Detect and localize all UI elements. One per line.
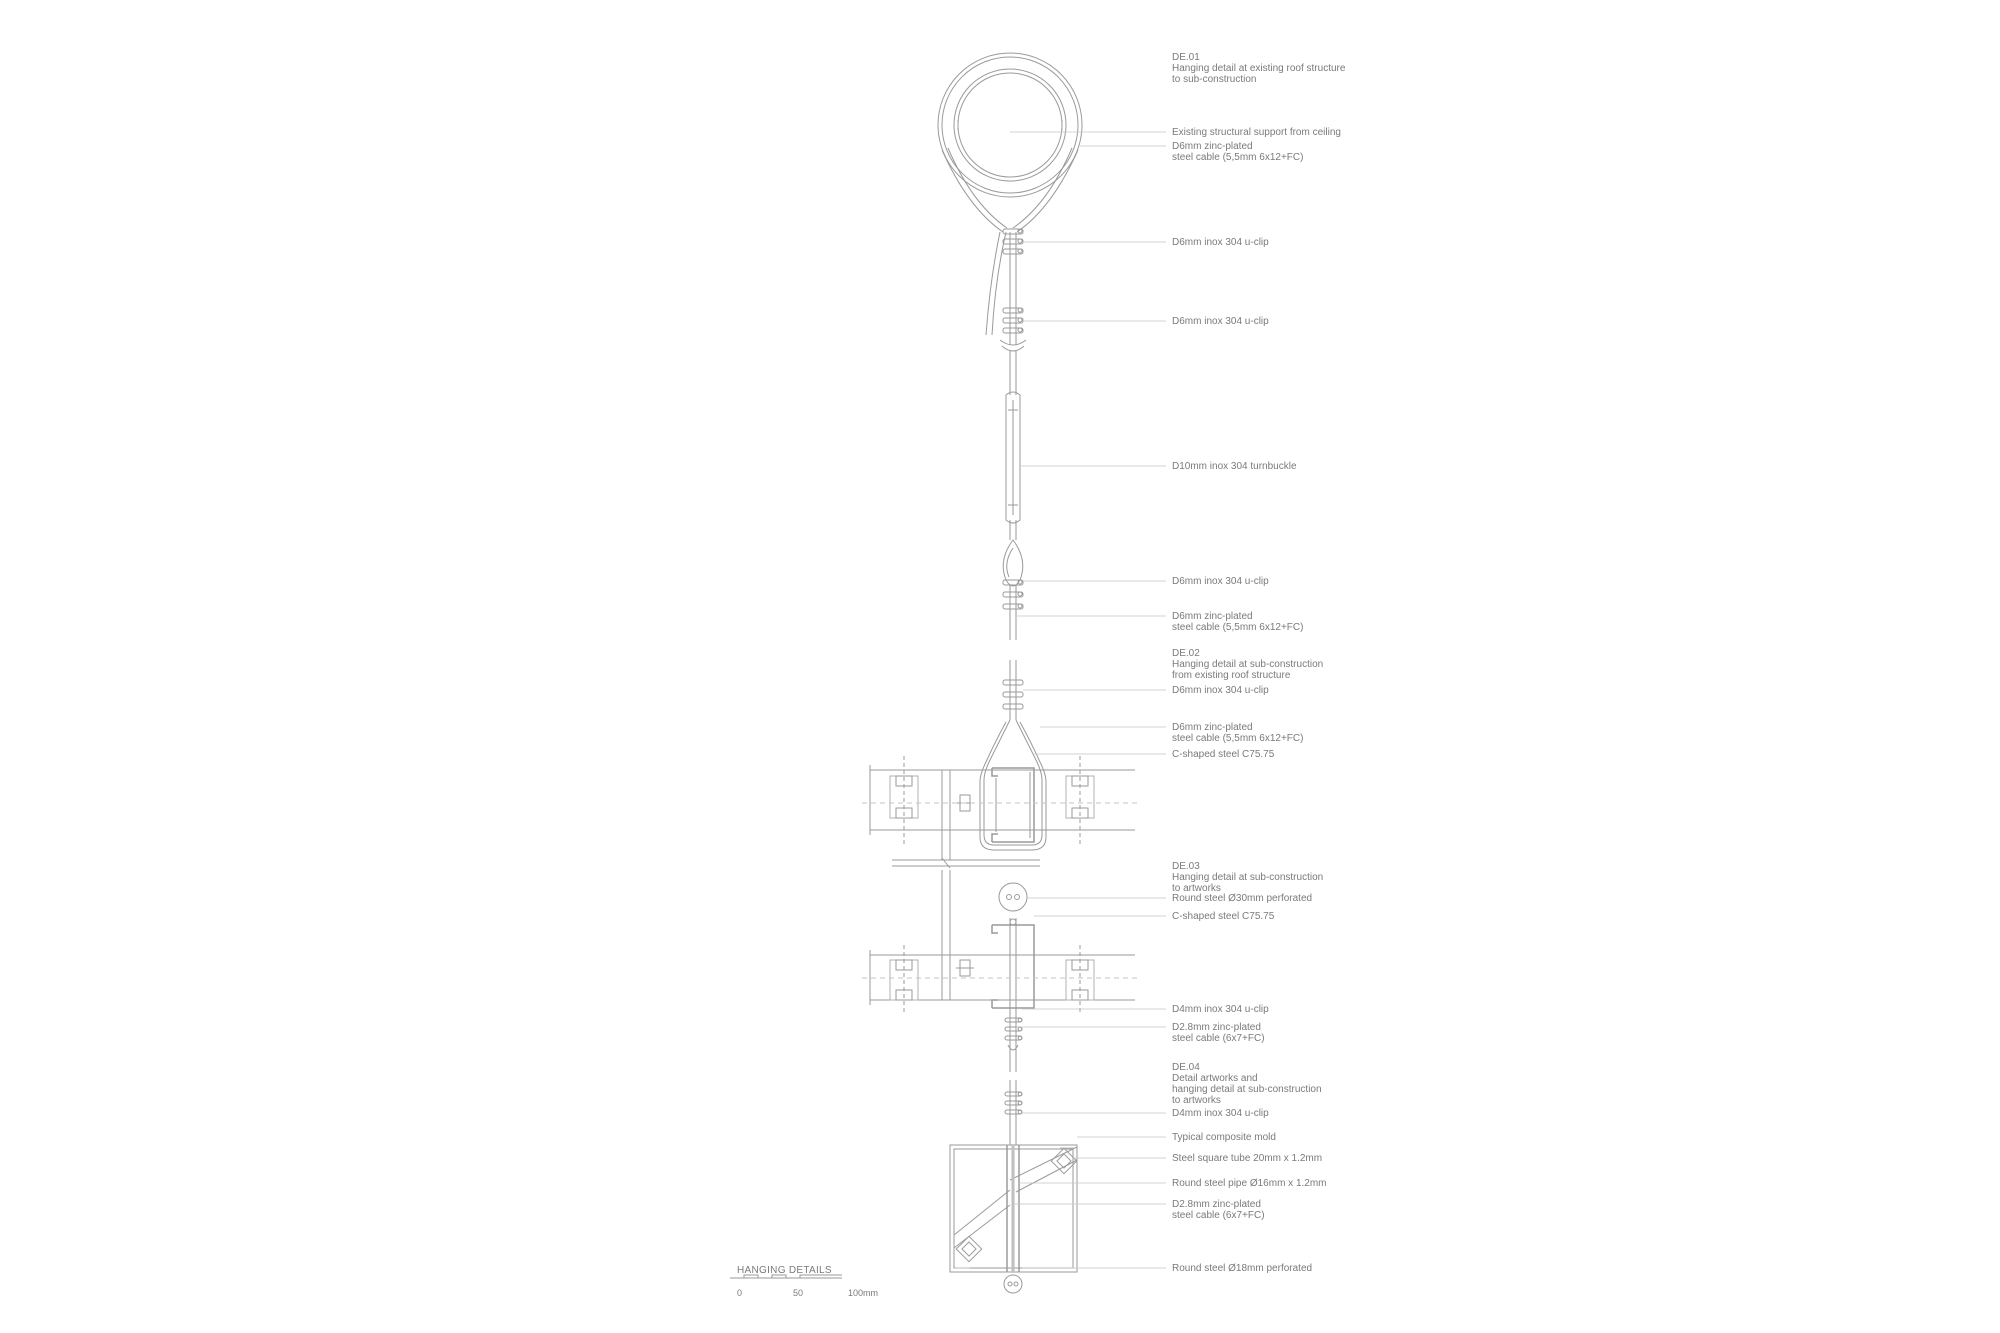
- de04-code: DE.04: [1172, 1062, 1200, 1073]
- de01-title-line-2: to sub-construction: [1172, 74, 1257, 85]
- steel-square-tube: [955, 1148, 1077, 1268]
- callout-cable-2: [1172, 611, 1303, 633]
- callout-cable-1: [1172, 141, 1303, 163]
- de02-code: DE.02: [1172, 648, 1200, 659]
- callout-u-clip-1: [1172, 237, 1269, 248]
- callout-u-clip-3: [1172, 576, 1269, 587]
- callout-u-clip-5: [1172, 1004, 1269, 1015]
- callout-text: D2.8mm zinc-plated: [1172, 1022, 1261, 1033]
- de03-code: DE.03: [1172, 861, 1200, 872]
- callout-text: Round steel pipe Ø16mm x 1.2mm: [1172, 1178, 1327, 1189]
- callout-square-tube: [1172, 1153, 1322, 1164]
- scale-tick-0: 0: [737, 1288, 743, 1298]
- callout-text: D6mm inox 304 u-clip: [1172, 316, 1269, 327]
- scale-title: HANGING DETAILS: [737, 1265, 832, 1276]
- eye-loop: [1003, 540, 1023, 640]
- callout-text: D4mm inox 304 u-clip: [1172, 1004, 1269, 1015]
- de02-title-block: [1172, 648, 1323, 681]
- de04-title-line-3: to artworks: [1172, 1095, 1221, 1106]
- callout-text: steel cable (6x7+FC): [1172, 1210, 1265, 1221]
- callout-u-clip-4: [1172, 685, 1269, 696]
- existing-structural-support: [938, 53, 1082, 197]
- u-clip-4mm-2: [1005, 1080, 1022, 1145]
- side-beams-de03: [862, 870, 1140, 1015]
- de04-title-line-2: hanging detail at sub-construction: [1172, 1084, 1322, 1095]
- de01-title-block: [1172, 52, 1345, 85]
- callout-text: D6mm zinc-plated: [1172, 722, 1253, 733]
- callout-text: Typical composite mold: [1172, 1132, 1276, 1143]
- callout-u-clip-6: [1172, 1108, 1269, 1119]
- section-break: [892, 858, 1040, 868]
- de04-title-block: [1172, 1062, 1322, 1106]
- callout-text: C-shaped steel C75.75: [1172, 749, 1275, 760]
- callout-c-shaped-steel-1: [1172, 749, 1274, 760]
- callout-round-steel-18: [1172, 1263, 1312, 1274]
- round-steel-18mm: [1004, 1275, 1022, 1293]
- scale-tick-50: 50: [793, 1288, 804, 1298]
- callout-text: Steel square tube 20mm x 1.2mm: [1172, 1153, 1323, 1164]
- callout-text: steel cable (5,5mm 6x12+FC): [1172, 622, 1304, 633]
- callout-text: D6mm inox 304 u-clip: [1172, 237, 1269, 248]
- callout-text: steel cable (5,5mm 6x12+FC): [1172, 152, 1304, 163]
- callout-u-clip-2: [1172, 316, 1269, 327]
- de02-title-line-1: Hanging detail at sub-construction: [1172, 659, 1324, 670]
- de02-title-line-2: from existing roof structure: [1172, 670, 1291, 681]
- de01-code: DE.01: [1172, 52, 1200, 63]
- callout-cable-3: [1172, 722, 1303, 744]
- callout-turnbuckle: [1172, 461, 1297, 472]
- steel-cable-loop: [942, 148, 1078, 232]
- callout-c-shaped-steel-2: [1172, 911, 1274, 922]
- callout-text: steel cable (6x7+FC): [1172, 1033, 1265, 1044]
- de03-title-line-2: to artworks: [1172, 883, 1221, 894]
- callout-cable-4: [1172, 1022, 1265, 1044]
- scale-tick-100: 100mm: [848, 1288, 879, 1298]
- callout-text: Round steel Ø30mm perforated: [1172, 893, 1313, 904]
- callout-text: Existing structural support from ceiling: [1172, 127, 1341, 138]
- callout-text: C-shaped steel C75.75: [1172, 911, 1275, 922]
- callout-text: D6mm zinc-plated: [1172, 611, 1253, 622]
- callout-composite-mold: [1172, 1132, 1276, 1143]
- de03-title-line-1: Hanging detail at sub-construction: [1172, 872, 1324, 883]
- leader-lines: [1010, 132, 1166, 1268]
- de04-title-line-1: Detail artworks and: [1172, 1073, 1258, 1084]
- callout-text: D10mm inox 304 turnbuckle: [1172, 461, 1297, 472]
- callout-cable-5: [1172, 1199, 1265, 1221]
- de01-title-line-1: Hanging detail at existing roof structure: [1172, 63, 1346, 74]
- callout-text: D6mm inox 304 u-clip: [1172, 685, 1269, 696]
- de03-title-block: [1172, 861, 1323, 894]
- u-clip-2: [1000, 308, 1026, 351]
- callout-text: Round steel Ø18mm perforated: [1172, 1263, 1313, 1274]
- side-beams-de02: [862, 756, 1140, 860]
- callout-round-steel-30: [1172, 893, 1312, 904]
- callout-round-pipe: [1172, 1178, 1327, 1189]
- cable-loop-de02: [980, 660, 1046, 850]
- u-clip-4mm-1: [1005, 1015, 1022, 1072]
- round-steel-30mm: [999, 883, 1027, 911]
- callout-existing-support: [1172, 127, 1341, 138]
- u-clip-3: [1003, 580, 1023, 609]
- callout-text: D6mm inox 304 u-clip: [1172, 576, 1269, 587]
- callout-text: D2.8mm zinc-plated: [1172, 1199, 1261, 1210]
- callout-text: steel cable (5,5mm 6x12+FC): [1172, 733, 1304, 744]
- callout-text: D6mm zinc-plated: [1172, 141, 1253, 152]
- c-shaped-steel-1: [992, 768, 1034, 842]
- callout-text: D4mm inox 304 u-clip: [1172, 1108, 1269, 1119]
- turnbuckle: [1006, 350, 1020, 540]
